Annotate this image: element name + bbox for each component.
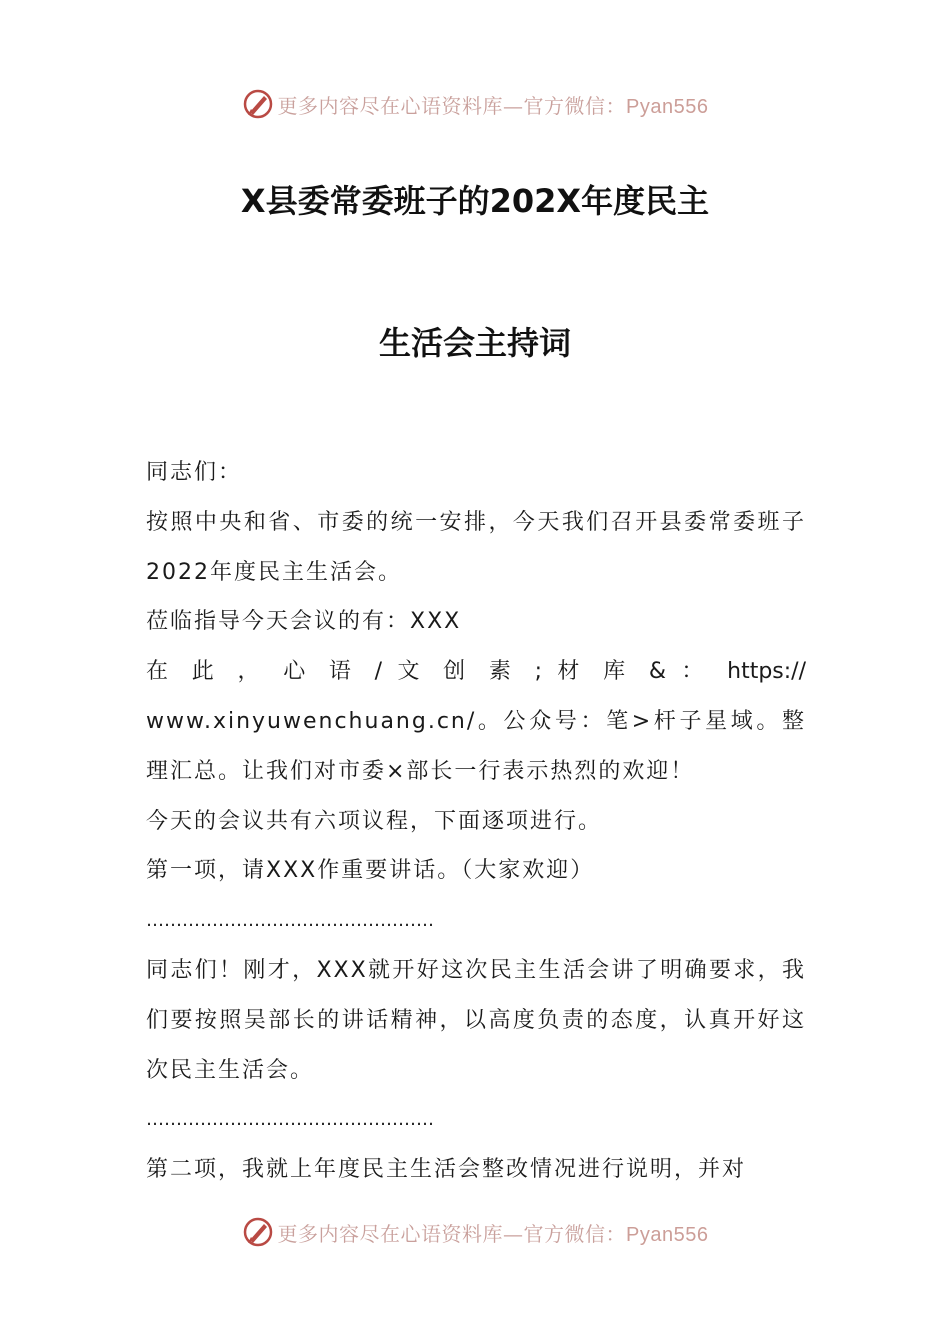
paragraph: 莅临指导今天会议的有：XXX	[146, 609, 462, 635]
paragraph: 第二项，我就上年度民主生活会整改情况进行说明，并对	[146, 1157, 747, 1183]
watermark-text: 更多内容尽在心语资料库—官方微信：Pyan556	[277, 93, 709, 118]
paragraph: 按照中央和省、市委的统一安排，今天我们召开县委常委班子2022年度民主生活会。	[146, 509, 806, 585]
paragraph: 在 此 ， 心 语 / 文 创 素 ; 材 库 & ： https://	[146, 659, 806, 685]
footer-watermark	[0, 1212, 950, 1252]
wechat-id: Pyan556	[626, 95, 709, 118]
pen-logo-icon	[242, 1216, 274, 1248]
wechat-id: Pyan556	[626, 1223, 709, 1246]
header-watermark	[0, 84, 950, 124]
paragraph: 今天的会议共有六项议程，下面逐项进行。	[146, 808, 603, 834]
document-body	[146, 448, 806, 1195]
watermark-text: 更多内容尽在心语资料库—官方微信：Pyan556	[277, 1221, 709, 1246]
document-title-line2: 生活会主持词	[378, 324, 571, 362]
document-title-line1: X县委常委班子的202X年度民主	[240, 182, 710, 220]
paragraph: 同志们：	[146, 460, 243, 485]
pen-logo-icon	[242, 88, 274, 120]
paragraph: 第一项，请XXX作重要讲话。（大家欢迎）	[146, 858, 595, 884]
ellipsis-separator: …………………………………………	[146, 1109, 434, 1131]
paragraph: 同志们！刚才，XXX就开好这次民主生活会讲了明确要求，我们要按照吴部长的讲话精神，以高度负责的态度，认真开好这次民主生活会。	[146, 957, 806, 1083]
ellipsis-separator: …………………………………………	[146, 910, 434, 932]
paragraph: www.xinyuwenchuang.cn/。公众号：笔>杆子星域。整理汇总。让我们对市委×部长一行表示热烈的欢迎！	[146, 708, 806, 784]
